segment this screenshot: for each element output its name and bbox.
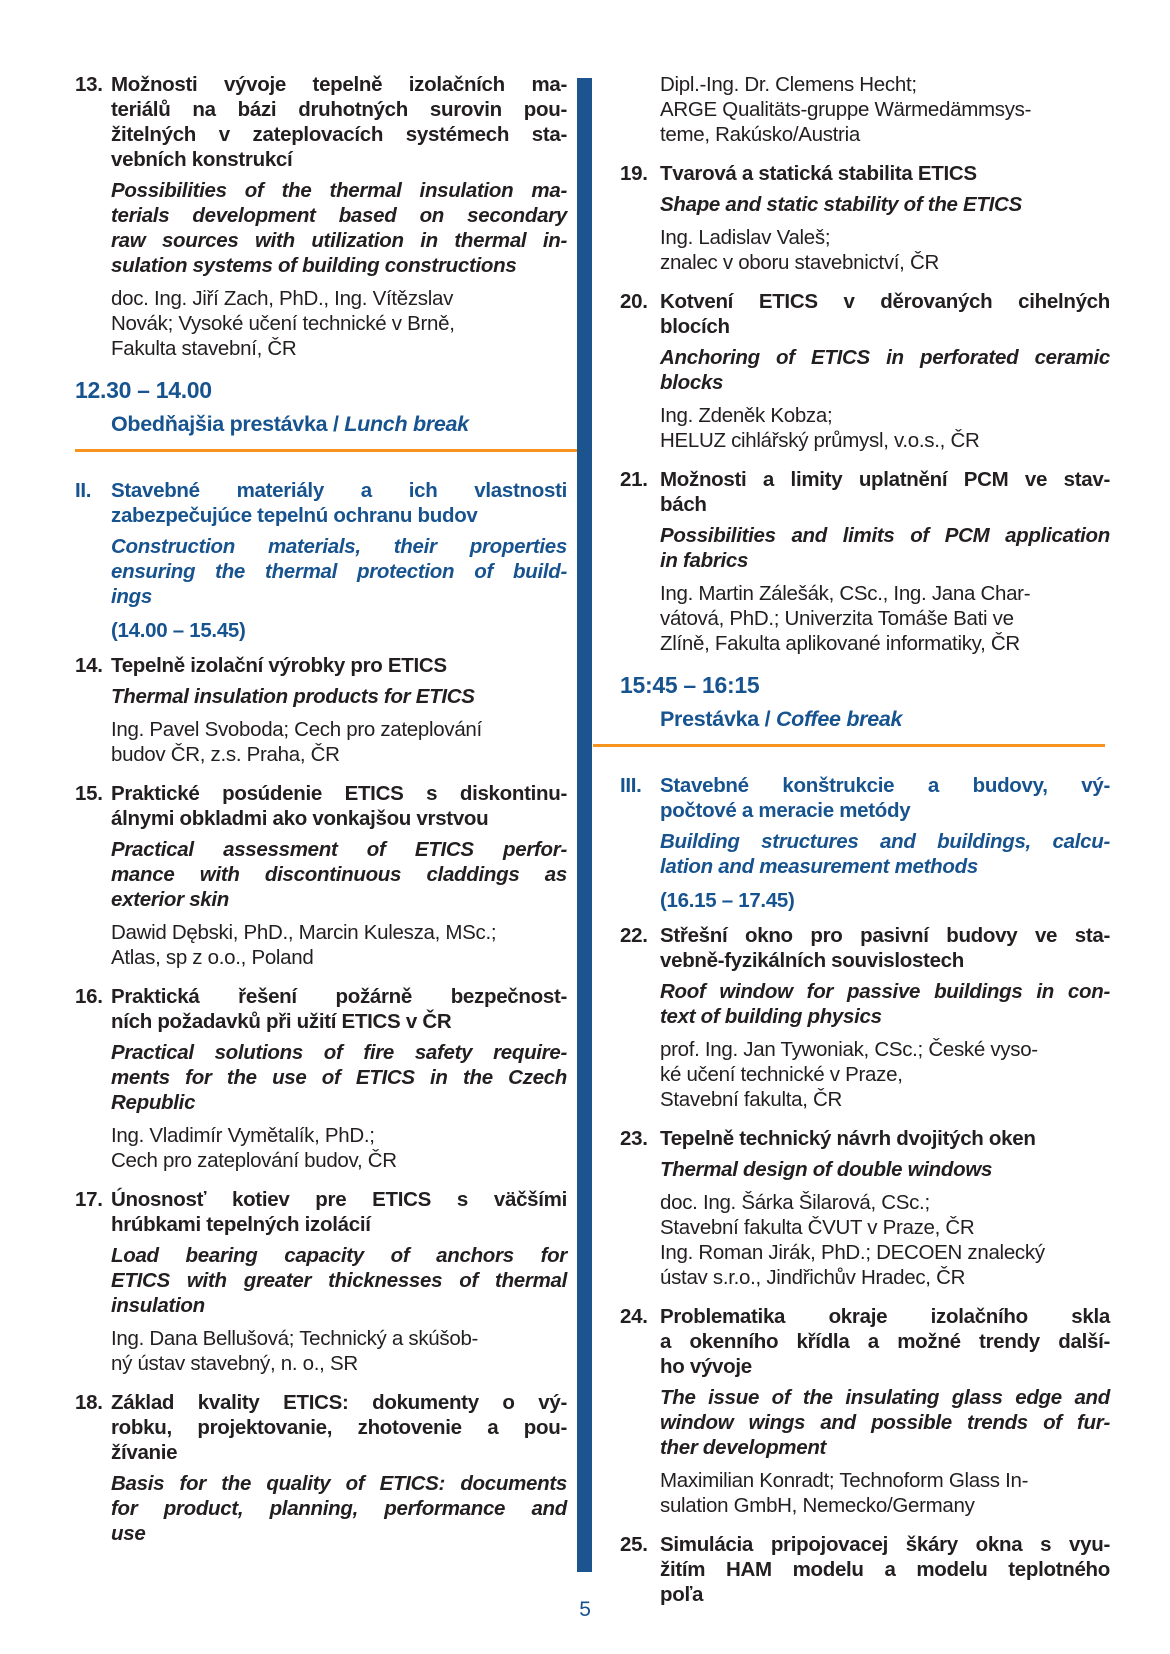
item-number: 17. bbox=[75, 1188, 103, 1211]
break-label bbox=[660, 707, 1110, 732]
item-number: 19. bbox=[620, 162, 648, 185]
item-number: 25. bbox=[620, 1533, 648, 1556]
section-number: II. bbox=[75, 479, 92, 502]
right-column bbox=[620, 72, 1110, 1627]
item-title-cs: Simulácia pripojovacej škáry okna s vyu- žitím HAM modelu a modelu teplotného poľa bbox=[660, 1533, 1110, 1606]
item-title-en: Roof window for passive buildings in con- text of building physics bbox=[660, 980, 1110, 1028]
section-title-en: Building structures and buildings, calcu- lation and measurement methods bbox=[660, 830, 1110, 878]
item-body bbox=[660, 289, 1110, 453]
item-title-en: Practical assessment of ETICS perfor- mance with discontinuous claddings as exterior skin bbox=[111, 838, 567, 911]
item-number: 23. bbox=[620, 1127, 648, 1150]
item-title-en: Shape and static stability of the ETICS bbox=[660, 193, 1022, 216]
item-speakers: Ing. Vladimír Vymětalík, PhD.; Cech pro zateplování budov, ČR bbox=[111, 1124, 397, 1172]
item-title-en: Thermal design of double windows bbox=[660, 1158, 993, 1181]
section-body bbox=[660, 773, 1110, 913]
agenda-item-24 bbox=[620, 1304, 1110, 1518]
item-number: 21. bbox=[620, 468, 648, 491]
section-number: III. bbox=[620, 774, 642, 797]
item-speakers: Ing. Ladislav Valeš; znalec v oboru stavebnictví, ČR bbox=[660, 226, 939, 274]
item-body bbox=[660, 1532, 1110, 1613]
item-title-en: Practical solutions of fire safety require- ments for the use of ETICS in the Czech Republic bbox=[111, 1041, 567, 1114]
item-speakers: Ing. Dana Bellušová; Technický a skúšob- ný ústav stavebný, n. o., SR bbox=[111, 1327, 479, 1375]
item-title-en: Thermal insulation products for ETICS bbox=[111, 685, 475, 708]
item-speakers: doc. Ing. Šárka Šilarová, CSc.; Stavební fakulta ČVUT v Praze, ČR Ing. Roman Jirák, PhD.; DECOEN znalecký ústav s.r.o., Jindřichův Hradec, ČR bbox=[660, 1191, 1045, 1289]
agenda-item-15 bbox=[75, 781, 567, 970]
item-title-en: Possibilities and limits of PCM application in fabrics bbox=[660, 524, 1110, 572]
item-speakers: prof. Ing. Jan Tywoniak, CSc.; České vyso- ké učení technické v Praze, Stavební fakulta, ČR bbox=[660, 1038, 1038, 1111]
section-time: (16.15 – 17.45) bbox=[660, 889, 795, 912]
item-body bbox=[111, 653, 567, 767]
item-title-cs: Praktické posúdenie ETICS s diskontinu- álnymi obkladmi ako vonkajšou vrstvou bbox=[111, 782, 567, 830]
item-title-cs: Tepelně izolační výrobky pro ETICS bbox=[111, 654, 447, 677]
agenda-item-22 bbox=[620, 923, 1110, 1112]
item-body bbox=[660, 72, 1110, 147]
agenda-item-21 bbox=[620, 467, 1110, 656]
agenda-item-19 bbox=[620, 161, 1110, 275]
item-title-cs: Praktická řešení požárně bezpečnost- ních požadavků při užití ETICS v ČR bbox=[111, 985, 567, 1033]
agenda-item-14 bbox=[75, 653, 567, 767]
orange-divider bbox=[75, 449, 577, 452]
item-body bbox=[660, 467, 1110, 656]
break-label-en: Coffee break bbox=[775, 707, 903, 731]
break-label-en: Lunch break bbox=[344, 412, 469, 436]
lunch-break-block bbox=[75, 377, 567, 437]
column-divider-bar bbox=[577, 78, 592, 1572]
item-title-cs: Možnosti a limity uplatnění PCM ve stav- bách bbox=[660, 468, 1110, 516]
item-body bbox=[111, 781, 567, 970]
item-title-cs: Tepelně technický návrh dvojitých oken bbox=[660, 1127, 1036, 1150]
item-body bbox=[660, 161, 1110, 275]
item-title-cs: Možnosti vývoje tepelně izolačních ma- teriálů na bázi druhotných surovin pou- žitelných v zateplovacích systémech sta- vebních konstrukcí bbox=[111, 73, 567, 171]
item-number: 18. bbox=[75, 1391, 103, 1414]
agenda-item-17 bbox=[75, 1187, 567, 1376]
break-time: 15:45 – 16:15 bbox=[620, 672, 760, 698]
item-number: 24. bbox=[620, 1305, 648, 1328]
section-time: (14.00 – 15.45) bbox=[111, 619, 246, 642]
agenda-item-18-speakers bbox=[620, 72, 1110, 147]
item-title-cs: Kotvení ETICS v děrovaných cihelných blocích bbox=[660, 290, 1110, 338]
item-number-spacer bbox=[620, 72, 660, 147]
item-title-en: Possibilities of the thermal insulation ma- terials development based on secondary raw sources with utilization in thermal in- sulation systems of building constructions bbox=[111, 179, 567, 277]
section-body bbox=[111, 478, 567, 643]
section-title-sk: Stavebné materiály a ich vlastnosti zabezpečujúce tepelnú ochranu budov bbox=[111, 479, 567, 527]
item-title-cs: Tvarová a statická stabilita ETICS bbox=[660, 162, 977, 185]
left-column bbox=[75, 72, 567, 1568]
agenda-item-20 bbox=[620, 289, 1110, 453]
item-body bbox=[111, 72, 567, 361]
item-title-cs: Základ kvality ETICS: dokumenty o vý- robku, projektovanie, zhotovenie a pou- žívanie bbox=[111, 1391, 567, 1464]
agenda-item-23 bbox=[620, 1126, 1110, 1290]
coffee-break-block bbox=[620, 672, 1110, 732]
item-title-en: Load bearing capacity of anchors for ETICS with greater thicknesses of thermal insulation bbox=[111, 1244, 567, 1317]
item-number: 16. bbox=[75, 985, 103, 1008]
item-number: 14. bbox=[75, 654, 103, 677]
item-number: 22. bbox=[620, 924, 648, 947]
item-speakers: doc. Ing. Jiří Zach, PhD., Ing. Vítězslav Novák; Vysoké učení technické v Brně, Fakulta stavební, ČR bbox=[111, 287, 455, 360]
item-number: 15. bbox=[75, 782, 103, 805]
item-body bbox=[111, 984, 567, 1173]
item-speakers: Dawid Dębski, PhD., Marcin Kulesza, MSc.; Atlas, sp z o.o., Poland bbox=[111, 921, 497, 969]
section-title-en: Construction materials, their properties ensuring the thermal protection of build- ings bbox=[111, 535, 567, 608]
item-title-en: The issue of the insulating glass edge and window wings and possible trends of fur- ther development bbox=[660, 1386, 1110, 1459]
item-title-cs: Střešní okno pro pasivní budovy ve sta- vebně-fyzikálních souvislostech bbox=[660, 924, 1110, 972]
item-title-cs: Problematika okraje izolačního skla a okenního křídla a možné trendy další- ho vývoje bbox=[660, 1305, 1110, 1378]
page-number: 5 bbox=[579, 1598, 591, 1621]
break-label-sk: Prestávka / bbox=[660, 707, 776, 731]
item-number: 13. bbox=[75, 73, 103, 96]
item-speakers: Ing. Pavel Svoboda; Cech pro zateplování budov ČR, z.s. Praha, ČR bbox=[111, 718, 482, 766]
item-speakers: Maximilian Konradt; Technoform Glass In- sulation GmbH, Nemecko/Germany bbox=[660, 1469, 1029, 1517]
orange-divider bbox=[593, 744, 1105, 747]
agenda-item-18 bbox=[75, 1390, 567, 1554]
item-body bbox=[660, 1304, 1110, 1518]
agenda-item-16 bbox=[75, 984, 567, 1173]
item-speakers: Ing. Martin Zálešák, CSc., Ing. Jana Char- vátová, PhD.; Univerzita Tomáše Bati ve Zlíně, Fakulta aplikované informatiky, ČR bbox=[660, 582, 1031, 655]
item-title-cs: Únosnosť kotiev pre ETICS s väčšími hrúbkami tepelných izolácií bbox=[111, 1188, 567, 1236]
item-title-en: Anchoring of ETICS in perforated ceramic blocks bbox=[660, 346, 1110, 394]
item-body bbox=[111, 1390, 567, 1554]
item-speakers: Dipl.-Ing. Dr. Clemens Hecht; ARGE Qualitäts-gruppe Wärmedämmsys- teme, Rakúsko/Austria bbox=[660, 73, 1032, 146]
section-title-sk: Stavebné konštrukcie a budovy, vý- počtové a meracie metódy bbox=[660, 774, 1110, 822]
agenda-item-25 bbox=[620, 1532, 1110, 1613]
break-label bbox=[111, 412, 567, 437]
agenda-item-13 bbox=[75, 72, 567, 361]
section-3-heading bbox=[620, 773, 1110, 913]
break-time: 12.30 – 14.00 bbox=[75, 377, 212, 403]
break-label-sk: Obedňajšia prestávka / bbox=[111, 412, 345, 436]
item-number: 20. bbox=[620, 290, 648, 313]
item-title-en: Basis for the quality of ETICS: documents for product, planning, performance and use bbox=[111, 1472, 567, 1545]
item-speakers: Ing. Zdeněk Kobza; HELUZ cihlářský průmysl, v.o.s., ČR bbox=[660, 404, 980, 452]
item-body bbox=[111, 1187, 567, 1376]
item-body bbox=[660, 1126, 1110, 1290]
item-body bbox=[660, 923, 1110, 1112]
section-2-heading bbox=[75, 478, 567, 643]
